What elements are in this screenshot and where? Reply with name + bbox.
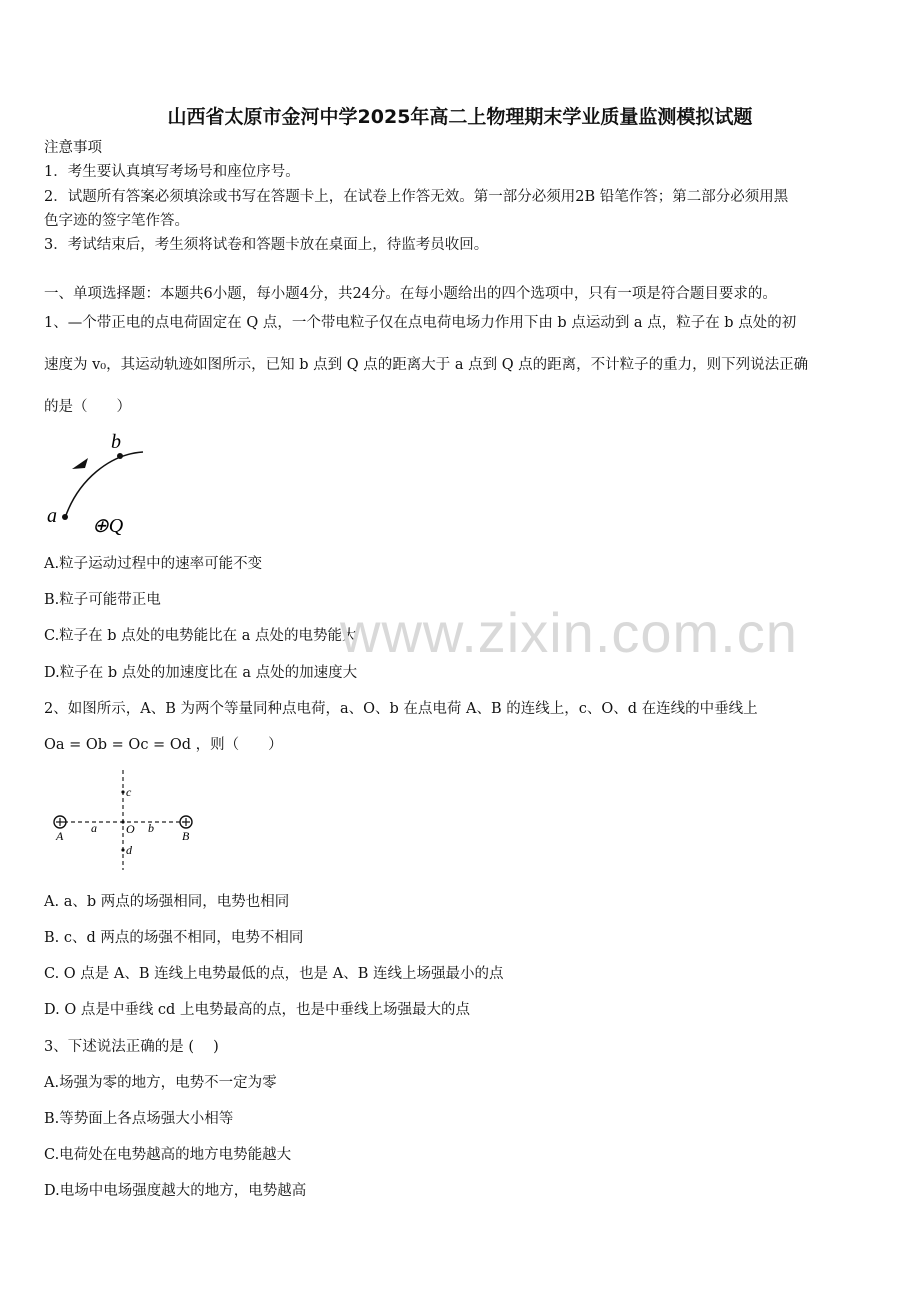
label-b: b <box>148 821 154 835</box>
q1-option: C.粒子在 b 点处的电势能比在 a 点处的电势能大 <box>44 628 357 644</box>
point-a <box>62 514 68 520</box>
q2-option: A. a、b 两点的场强相同，电势也相同 <box>44 894 290 910</box>
q2-option: B. c、d 两点的场强不相同，电势不相同 <box>44 930 304 946</box>
notice-heading: 注意事项 <box>44 140 102 156</box>
label-b: b <box>111 431 121 453</box>
section-heading: 一、单项选择题：本题共6小题，每小题4分，共24分。在每小题给出的四个选项中，只有一项是符合题目要求的。 <box>44 286 777 302</box>
q1-stem-line: 的是（ ） <box>44 399 131 415</box>
q2-charges-figure <box>44 766 204 872</box>
q1-option: B.粒子可能带正电 <box>44 592 161 608</box>
point-b <box>117 453 123 459</box>
notice-item: 2．试题所有答案必须填涂或书写在答题卡上，在试卷上作答无效。第一部分必须用2B 铅笔作答；第二部分必须用黑 <box>44 189 789 205</box>
trajectory-curve <box>65 452 143 518</box>
label-q-charge: ⊕Q <box>92 515 124 537</box>
q3-option: A.场强为零的地方，电势不一定为零 <box>44 1075 277 1091</box>
q2-option: D. O 点是中垂线 cd 上电势最高的点，也是中垂线上场强最大的点 <box>44 1002 470 1018</box>
label-c: c <box>126 785 132 799</box>
q3-option: C.电荷处在电势越高的地方电势能越大 <box>44 1147 292 1163</box>
q1-option: A.粒子运动过程中的速率可能不变 <box>44 556 263 572</box>
q1-stem-line: 速度为 v₀，其运动轨迹如图所示，已知 b 点到 Q 点的距离大于 a 点到 Q 点的距离，不计粒子的重力，则下列说法正确 <box>44 357 809 373</box>
q2-option: C. O 点是 A、B 连线上电势最低的点，也是 A、B 连线上场强最小的点 <box>44 966 504 982</box>
label-a: a <box>91 821 97 835</box>
label-O: O <box>126 822 135 836</box>
q1-option: D.粒子在 b 点处的加速度比在 a 点处的加速度大 <box>44 665 358 681</box>
q2-stem-line: 2、如图所示，A、B 为两个等量同种点电荷，a、O、b 在点电荷 A、B 的连线上，c、O、d 在连线的中垂线上 <box>44 701 758 717</box>
direction-arrow-icon <box>72 458 88 469</box>
notice-item: 3．考试结束后，考生须将试卷和答题卡放在桌面上，待监考员收回。 <box>44 237 489 253</box>
notice-item: 1．考生要认真填写考场号和座位序号。 <box>44 164 300 180</box>
label-A: A <box>56 829 64 843</box>
q3-stem: 3、下述说法正确的是 ( ) <box>44 1039 219 1055</box>
q2-stem-line: Oa = Ob = Oc = Od ，则（ ） <box>44 737 283 753</box>
q1-trajectory-figure <box>40 428 150 540</box>
q3-option: D.电场中电场强度越大的地方，电势越高 <box>44 1183 307 1199</box>
watermark: www.zixin.com.cn <box>340 601 798 664</box>
label-d: d <box>126 843 132 857</box>
label-B: B <box>182 829 190 843</box>
q1-stem-line: 1、—个带正电的点电荷固定在 Q 点，一个带电粒子仅在点电荷电场力作用下由 b 点运动到 a 点，粒子在 b 点处的初 <box>44 315 797 331</box>
page-title: 山西省太原市金河中学2025年高二上物理期末学业质量监测模拟试题 <box>167 106 753 128</box>
label-a: a <box>47 505 57 527</box>
q3-option: B.等势面上各点场强大小相等 <box>44 1111 234 1127</box>
notice-item: 色字迹的签字笔作答。 <box>44 213 189 229</box>
